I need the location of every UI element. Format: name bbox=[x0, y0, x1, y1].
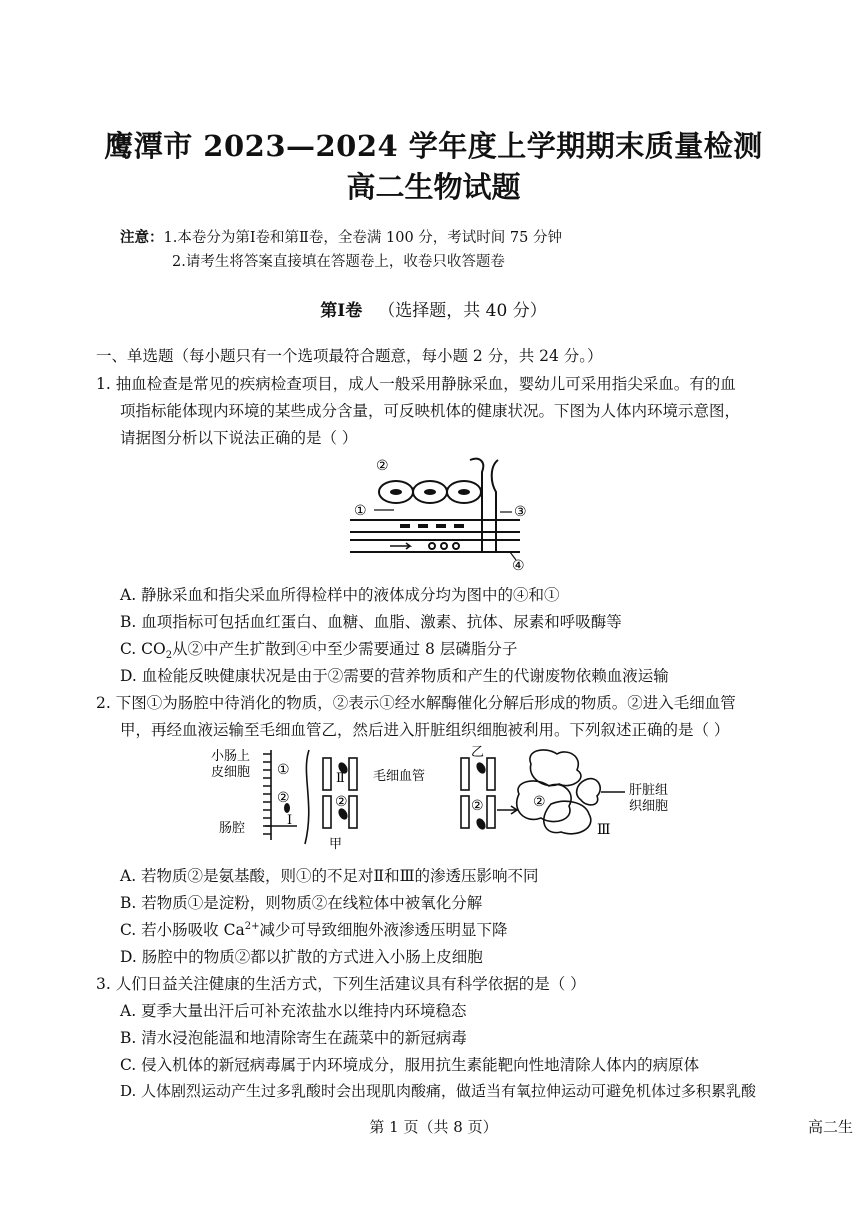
q2-absorption-figure bbox=[205, 744, 705, 852]
fig-liver-label-2: 织细胞 bbox=[629, 799, 669, 814]
q3-option-c: C. 侵入机体的新冠病毒属于内环境成分，服用抗生素能靶向性地清除人体内的病原体 bbox=[120, 1056, 700, 1074]
q3-option-d: D. 人体剧烈运动产生过多乳酸时会出现肌肉酸痛，做适当有氧拉伸运动可避免机体过多积累乳酸 bbox=[120, 1082, 757, 1100]
q2-line-1: 2. 下图①为肠腔中待消化的物质，②表示①经水解酶催化分解后形成的物质。②进入毛细血管 bbox=[96, 694, 736, 712]
q1-line-1: 1. 抽血检查是常见的疾病检查项目，成人一般采用静脉采血，婴幼儿可采用指尖采血。有的血 bbox=[96, 375, 736, 393]
q1-option-b: B. 血项指标可包括血红蛋白、血糖、血脂、激素、抗体、尿素和呼吸酶等 bbox=[120, 613, 622, 631]
fig-region-1: Ⅰ bbox=[287, 813, 293, 828]
fig-region-3: Ⅲ bbox=[597, 822, 611, 838]
q3-option-b: B. 清水浸泡能温和地清除寄生在蔬菜中的新冠病毒 bbox=[120, 1029, 467, 1047]
fig-region-2: Ⅱ bbox=[336, 771, 345, 786]
fig-lumen-label: 肠腔 bbox=[219, 821, 246, 836]
corner-label: 高二生 bbox=[808, 1118, 854, 1136]
fig-circle-2c: ② bbox=[471, 798, 484, 814]
fig-label-2: ② bbox=[376, 458, 389, 474]
volume-desc: （选择题，共 40 分） bbox=[378, 301, 547, 321]
fig-epi-label-2: 皮细胞 bbox=[211, 765, 251, 780]
fig-yi-label: 乙 bbox=[471, 745, 485, 760]
fig-circle-2d: ② bbox=[533, 794, 546, 810]
notice-line-1: 1.本卷分为第Ⅰ卷和第Ⅱ卷，全卷满 100 分，考试时间 75 分钟 bbox=[163, 230, 562, 246]
volume-heading bbox=[0, 296, 867, 321]
q1-option-d: D. 血检能反映健康状况是由于②需要的营养物质和产生的代谢废物依赖血液运输 bbox=[120, 667, 669, 685]
q3-line-1: 3. 人们日益关注健康的生活方式，下列生活建议具有科学依据的是（ ） bbox=[96, 975, 586, 993]
capillary-upper bbox=[350, 520, 520, 532]
fig-jia-label: 甲 bbox=[329, 837, 343, 852]
q3-option-a: A. 夏季大量出汗后可补充浓盐水以维持内环境稳态 bbox=[120, 1002, 467, 1020]
fig-liver-label-1: 肝脏组 bbox=[629, 783, 669, 798]
lymph-vessel bbox=[470, 459, 498, 552]
fig-label-1: ① bbox=[354, 503, 367, 519]
fig-circle-2b: ② bbox=[335, 794, 348, 810]
q2-option-c: C. 若小肠吸收 $Ca^{2+}$减少可导致细胞外液渗透压明显下降 bbox=[120, 920, 508, 939]
exam-subtitle: 高二生物试题 bbox=[346, 170, 521, 204]
exam-title: 鹰潭市 2023—2024 学年度上学期期末质量检测 bbox=[104, 129, 763, 163]
fig-capillary-label: 毛细血管 bbox=[373, 769, 426, 784]
q2-option-d: D. 肠腔中的物质②都以扩散的方式进入小肠上皮细胞 bbox=[120, 948, 483, 966]
part-heading: 一、单选题（每小题只有一个选项最符合题意，每小题 2 分，共 24 分。） bbox=[96, 347, 603, 365]
fig-label-3: ③ bbox=[514, 504, 527, 520]
q2-option-a: A. 若物质②是氨基酸，则①的不足对Ⅱ和Ⅲ的渗透压影响不同 bbox=[120, 867, 539, 885]
fig-epi-label-1: 小肠上 bbox=[211, 749, 251, 764]
q2-line-2: 甲，再经血液运输至毛细血管乙，然后进入肝脏组织细胞被利用。下列叙述正确的是（ ） bbox=[120, 721, 730, 739]
fig-label-4: ④ bbox=[512, 558, 525, 572]
fig-circle-2a: ② bbox=[277, 790, 290, 806]
notice-label: 注意： bbox=[120, 229, 164, 246]
fig-circle-1: ① bbox=[277, 762, 290, 778]
notice-block bbox=[120, 226, 562, 274]
q1-option-a: A. 静脉采血和指尖采血所得检样中的液体成分均为图中的④和① bbox=[120, 586, 560, 604]
q2-option-b: B. 若物质①是淀粉，则物质②在线粒体中被氧化分解 bbox=[120, 894, 483, 912]
q1-line-2: 项指标能体现内环境的某些成分含量，可反映机体的健康状况。下图为人体内环境示意图， bbox=[120, 402, 741, 420]
notice-line-2: 2.请考生将答案直接填在答题卷上，收卷只收答题卷 bbox=[172, 254, 505, 270]
q1-line-3: 请据图分析以下说法正确的是（ ） bbox=[120, 429, 358, 447]
q1-option-c: C. $CO_2$从②中产生扩散到④中至少需要通过 8 层磷脂分子 bbox=[120, 640, 518, 662]
volume-label: 第Ⅰ卷 bbox=[320, 301, 363, 321]
page-number: 第 1 页（共 8 页） bbox=[369, 1118, 498, 1136]
q1-internal-environment-figure bbox=[340, 452, 540, 572]
